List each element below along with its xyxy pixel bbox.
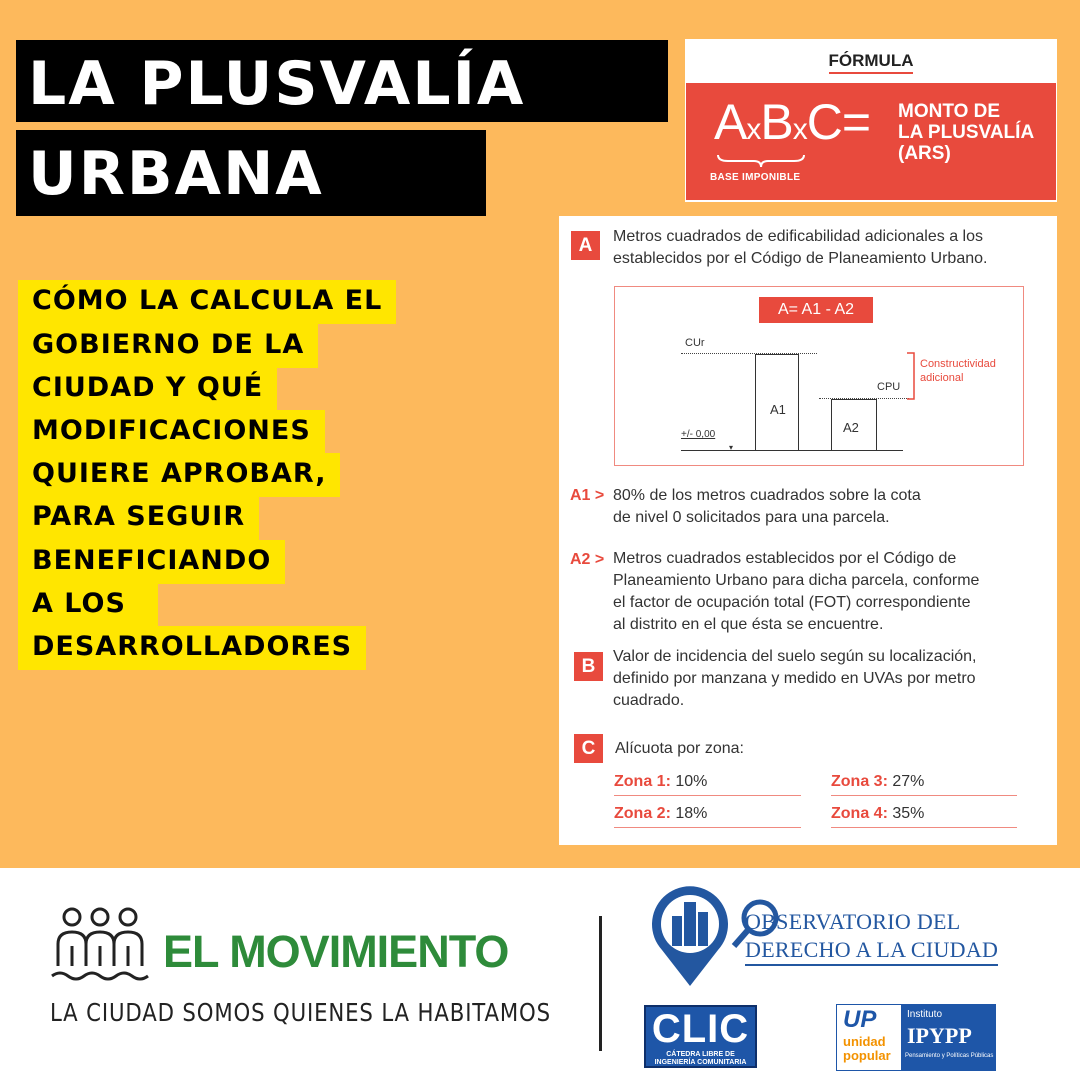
subtitle-line: A LOS — [18, 583, 158, 627]
badge-b: B — [574, 652, 603, 681]
people-group-icon — [50, 906, 150, 986]
brace-icon — [716, 153, 806, 169]
info-panel — [559, 216, 1057, 845]
base-imponible-label: BASE IMPONIBLE — [710, 172, 801, 183]
subtitle-line: MODIFICACIONES — [18, 410, 325, 454]
observatorio-name: OBSERVATORIO DEL DERECHO A LA CIUDAD — [745, 908, 998, 966]
a2-label: A2 — [843, 420, 859, 435]
subtitle-line: CIUDAD Y QUÉ — [18, 367, 277, 411]
subtitle-line: CÓMO LA CALCULA EL — [18, 280, 396, 324]
a-description: Metros cuadrados de edificabilidad adicionales a los establecidos por el Código de Planeamiento Urbano. — [613, 228, 988, 267]
zone-4: Zona 4: 35% — [831, 805, 1017, 828]
bracket-icon — [905, 352, 917, 400]
subtitle-line: QUIERE APROBAR, — [18, 453, 340, 497]
location-pin-icon — [648, 884, 732, 988]
movimiento-title: EL MOVIMIENTO — [163, 926, 509, 977]
level-marker-icon: ▾ — [729, 443, 734, 452]
formula-equation-box — [686, 83, 1056, 200]
a1-definition: 80% de los metros cuadrados sobre la cota de nivel 0 solicitados para una parcela. — [613, 487, 921, 526]
movimiento-slogan: LA CIUDAD SOMOS QUIENES LA HABITAMOS — [50, 998, 551, 1027]
diagram-formula: A= A1 - A2 — [759, 297, 873, 323]
a2-definition: Metros cuadrados establecidos por el Código de Planeamiento Urbano para dicha parcela, conforme el factor de ocupación total (FOT) correspondiente al distrito en el que ésta se encuentre. — [613, 550, 980, 633]
level-label: +/- 0,00 — [681, 429, 716, 440]
zone-2: Zona 2: 18% — [614, 805, 801, 828]
cpu-label: CPU — [877, 381, 901, 393]
subtitle-line: DESARROLLADORES — [18, 626, 366, 670]
zone-1: Zona 1: 10% — [614, 773, 801, 796]
up-logo: UP unidad popular — [837, 1005, 901, 1070]
formula-heading: FÓRMULA — [685, 51, 1057, 71]
cur-label: CUr — [685, 337, 705, 349]
buildability-diagram — [614, 286, 1024, 466]
ipypp-logo — [836, 1004, 996, 1071]
title-line-1: LA PLUSVALÍA — [16, 40, 668, 122]
footer-divider — [599, 916, 602, 1051]
formula-box — [685, 39, 1057, 202]
footer — [0, 868, 1080, 1080]
badge-c: C — [574, 734, 603, 763]
badge-a: A — [571, 231, 600, 260]
a1-definition-label: A1 > — [570, 487, 605, 504]
constructividad-label: Constructividad adicional — [920, 358, 996, 384]
formula-result: MONTO DE LA PLUSVALÍA (ARS) — [898, 101, 1035, 164]
ground-line — [681, 450, 903, 451]
title-line-2: URBANA — [16, 130, 486, 216]
a2-definition-label: A2 > — [570, 551, 605, 568]
ipypp-block: Instituto IPYPP Pensamiento y Políticas Públicas — [901, 1005, 995, 1070]
c-description: Alícuota por zona: — [615, 740, 744, 757]
a1-label: A1 — [770, 402, 786, 417]
subtitle-line: GOBIERNO DE LA — [18, 324, 318, 368]
clic-logo: CLIC CÁTEDRA LIBRE DE INGENIERÍA COMUNITARIA — [644, 1005, 757, 1068]
subtitle-line: PARA SEGUIR — [18, 496, 259, 540]
formula-equation: AxBxC= — [714, 94, 871, 150]
b-description: Valor de incidencia del suelo según su localización, definido por manzana y medido en UVAs por metro cuadrado. — [613, 648, 977, 709]
zone-3: Zona 3: 27% — [831, 773, 1017, 796]
subtitle-line: BENEFICIANDO — [18, 540, 285, 584]
